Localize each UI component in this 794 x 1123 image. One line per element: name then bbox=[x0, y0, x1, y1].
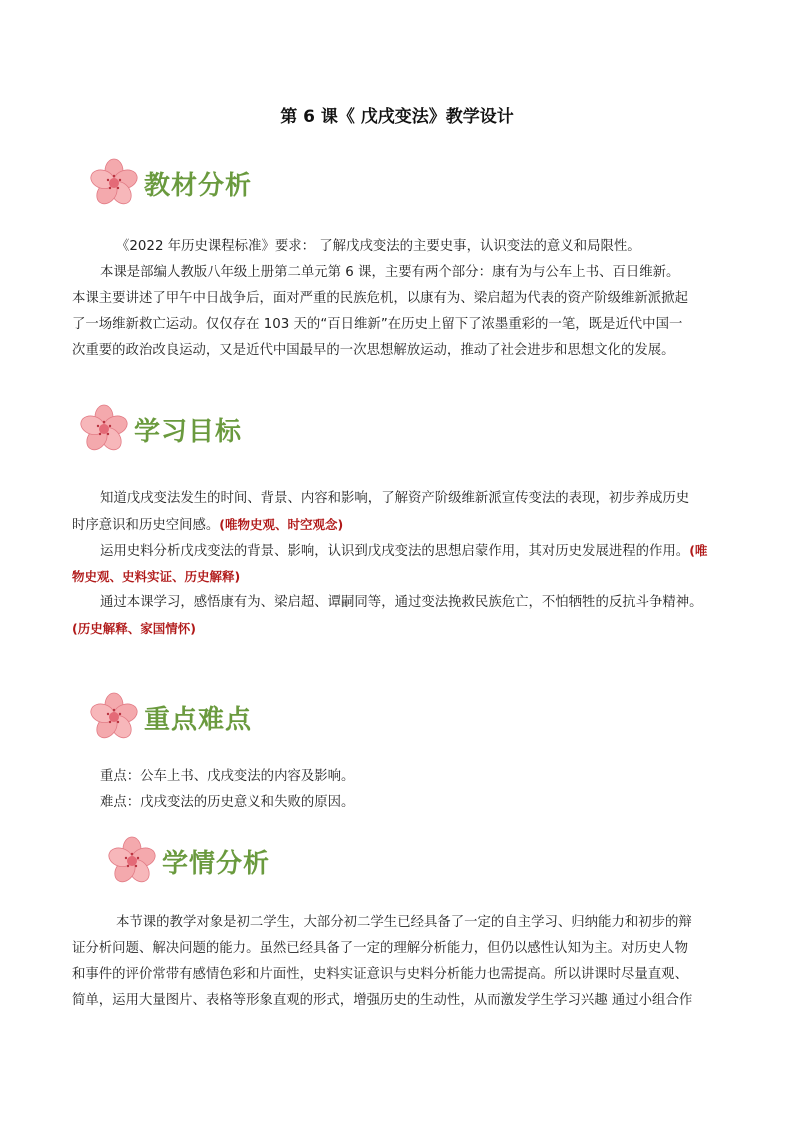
analysis-line: 了一场维新救亡运动。仅仅存在 103 天的“百日维新”在历史上留下了浓墨重彩的一笔，既是近代中国一 bbox=[72, 317, 683, 332]
blossom-icon bbox=[76, 404, 132, 454]
difficult-point: 难点：戊戌变法的历史意义和失败的原因。 bbox=[100, 795, 355, 810]
students-paragraphs bbox=[72, 910, 692, 1014]
analysis-line: 本课主要讲述了甲午中日战争后，面对严重的民族危机，以康有为、梁启超为代表的资产阶级维新派掀起 bbox=[72, 291, 688, 306]
blossom-icon bbox=[86, 692, 142, 742]
page-title: 第 6 课《 戊戌变法》教学设计 bbox=[280, 107, 514, 127]
blossom-icon bbox=[104, 836, 160, 886]
section-heading-students: 学情分析 bbox=[104, 836, 270, 886]
competency-tag: (唯 bbox=[689, 543, 708, 558]
analysis-line: 次重要的政治改良运动，又是近代中国最早的一次思想解放运动，推动了社会进步和思想文化的发展。 bbox=[72, 343, 675, 358]
section-heading-objectives: 学习目标 bbox=[76, 404, 242, 454]
objective-line bbox=[72, 564, 707, 590]
blossom-icon bbox=[86, 158, 142, 208]
objective-line bbox=[72, 616, 707, 642]
students-line: 和事件的评价常带有感情色彩和片面性，史料实证意识与史料分析能力也需提高。所以讲课时尽量直观、 bbox=[72, 967, 688, 982]
analysis-line: 本课是部编人教版八年级上册第二单元第 6 课，主要有两个部分：康有为与公车上书、百日维新。 bbox=[100, 265, 680, 280]
students-line: 本节课的教学对象是初二学生，大部分初二学生已经具备了一定的自主学习、归纳能力和初步的辩 bbox=[116, 915, 692, 930]
section-heading-analysis: 教材分析 bbox=[86, 158, 252, 208]
section-heading-keypoints: 重点难点 bbox=[86, 692, 252, 742]
objective-line: 运用史料分析戊戌变法的背景、影响，认识到戊戌变法的思想启蒙作用，其对历史发展进程的作用。(唯 bbox=[100, 543, 708, 559]
students-line: 证分析问题、解决问题的能力。虽然已经具备了一定的理解分析能力，但仍以感性认知为主。对历史人物 bbox=[72, 941, 688, 956]
students-line: 简单，运用大量图片、表格等形象直观的形式，增强历史的生动性，从而激发学生学习兴趣 通过小组合作 bbox=[72, 993, 693, 1008]
objectives-paragraphs bbox=[72, 486, 707, 642]
competency-tag: (唯物史观、时空观念) bbox=[219, 517, 344, 532]
objective-line: 时序意识和历史空间感。(唯物史观、时空观念) bbox=[72, 517, 344, 533]
analysis-paragraphs bbox=[72, 234, 688, 364]
competency-tag: 物史观、史料实证、历史解释) bbox=[72, 569, 241, 584]
keypoints-paragraphs bbox=[100, 764, 354, 816]
objective-line: 通过本课学习，感悟康有为、梁启超、谭嗣同等，通过变法挽救民族危亡，不怕牺牲的反抗斗争精神。 bbox=[100, 595, 703, 610]
objective-line: 知道戊戌变法发生的时间、背景、内容和影响，了解资产阶级维新派宣传变法的表现，初步养成历史 bbox=[100, 491, 690, 506]
competency-tag: (历史解释、家国情怀) bbox=[72, 621, 196, 636]
key-point: 重点：公车上书、戊戌变法的内容及影响。 bbox=[100, 769, 355, 784]
standard-requirement: 《2022 年历史课程标准》要求： 了解戊戌变法的主要史事，认识变法的意义和局限性。 bbox=[116, 239, 641, 254]
